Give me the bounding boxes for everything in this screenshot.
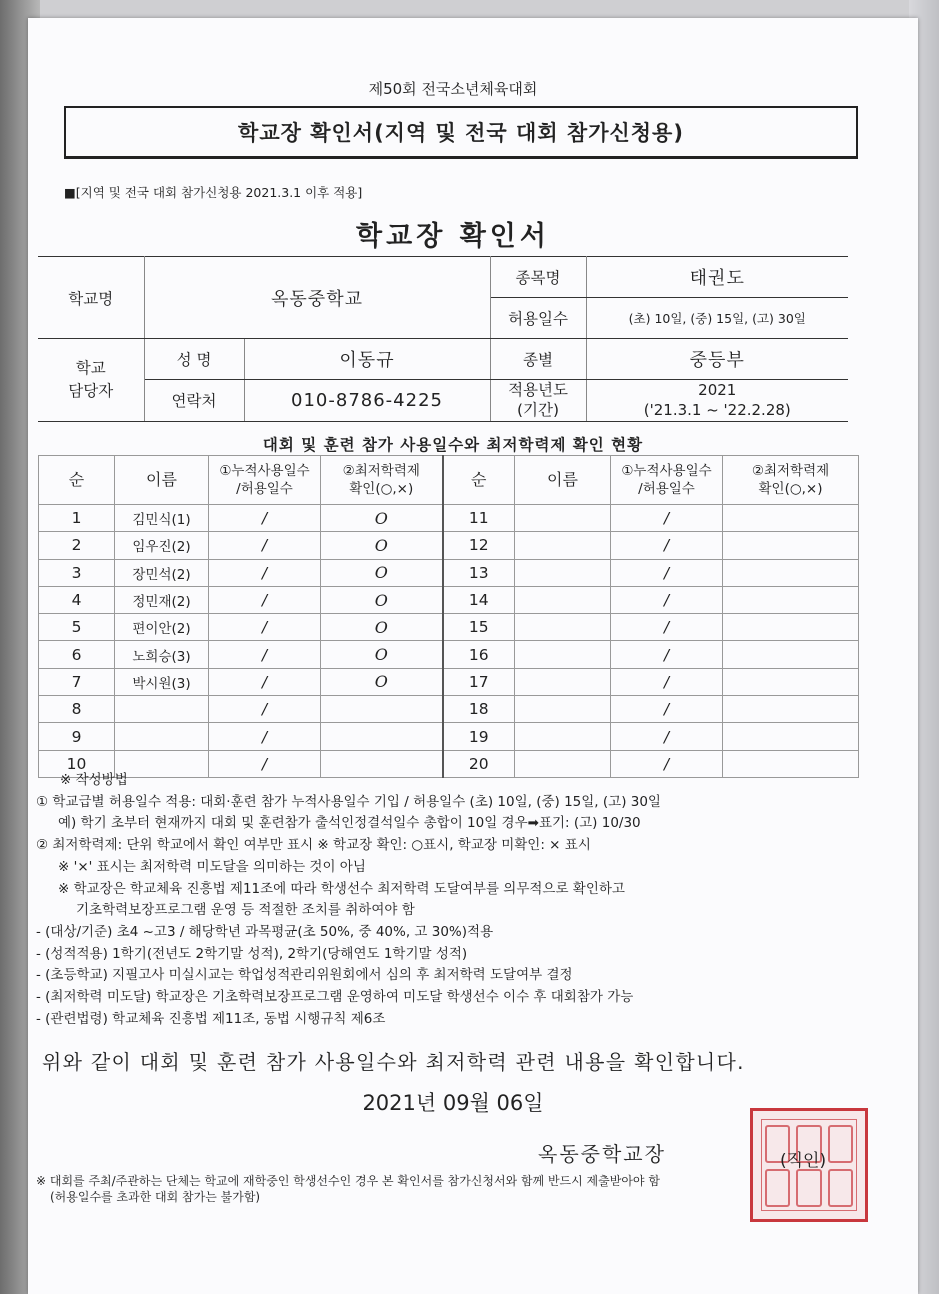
row-academic: O (321, 668, 443, 695)
row-academic: O (321, 559, 443, 586)
row-name-2 (515, 586, 611, 613)
status-table-title: 대회 및 훈련 참가 사용일수와 최저학력제 확인 현황 (262, 436, 644, 454)
school-label: 학교명 (38, 257, 144, 339)
applicability-note: ■[지역 및 전국 대회 참가신청용 2021.3.1 이후 적용] (64, 185, 363, 200)
row-days: / (209, 505, 321, 532)
row-no-2: 12 (443, 532, 515, 559)
row-days-2: / (611, 559, 723, 586)
instruction-line: - (성적적용) 1학기(전년도 2학기말 성적), 2학기(당해연도 1학기말 성적) (36, 945, 468, 962)
row-days-2: / (611, 668, 723, 695)
row-days: / (209, 614, 321, 641)
row-no: 1 (39, 505, 115, 532)
header-academic: ②최저학력제 확인(○,×) (321, 456, 443, 505)
row-name-2 (515, 641, 611, 668)
table-row (39, 723, 859, 750)
row-name-2 (515, 559, 611, 586)
row-days: / (209, 641, 321, 668)
row-no-2: 11 (443, 505, 515, 532)
row-no: 5 (39, 614, 115, 641)
title-box-text: 학교장 확인서(지역 및 전국 대회 참가신청용) (238, 121, 684, 145)
row-no-2: 17 (443, 668, 515, 695)
row-name-2 (515, 668, 611, 695)
row-days: / (209, 750, 321, 777)
row-no: 6 (39, 641, 115, 668)
row-name-2 (515, 696, 611, 723)
type-label: 종별 (490, 339, 586, 380)
row-academic-2 (723, 586, 859, 613)
row-academic (321, 696, 443, 723)
row-days: / (209, 559, 321, 586)
instructions (36, 770, 661, 1030)
contact-value: 010-8786-4225 (244, 380, 490, 422)
row-academic (321, 723, 443, 750)
row-days-2: / (611, 696, 723, 723)
instruction-line: 예) 학기 초부터 현재까지 대회 및 훈련참가 출석인정결석일수 총합이 10일 경우➡표기: (고) 10/30 (58, 815, 641, 832)
seal-label: (직인) (780, 1151, 827, 1171)
row-days: / (209, 586, 321, 613)
row-days-2: / (611, 723, 723, 750)
type-value: 중등부 (586, 339, 848, 380)
header-days: ①누적사용일수 /허용일수 (209, 456, 321, 505)
row-no: 9 (39, 723, 115, 750)
name-value: 이동규 (244, 339, 490, 380)
table-row (39, 696, 859, 723)
year-value: 2021 ('21.3.1 ~ '22.2.28) (586, 380, 848, 422)
row-name-2 (515, 505, 611, 532)
instruction-line: - (최저학력 미도달) 학교장은 기초학력보장프로그램 운영하여 미도달 학생선수 이수 후 대회참가 가능 (36, 989, 634, 1006)
header-no-2: 순 (443, 456, 515, 505)
row-academic-2 (723, 641, 859, 668)
sport-value: 태권도 (586, 257, 848, 298)
contact-label: 연락처 (144, 380, 244, 422)
year-label: 적용년도 (기간) (490, 380, 586, 422)
school-value: 옥동중학교 (144, 257, 490, 339)
row-days-2: / (611, 586, 723, 613)
row-name (115, 696, 209, 723)
instruction-line: ※ 학교장은 학교체육 진흥법 제11조에 따라 학생선수 최저학력 도달여부를 의무적으로 확인하고 (58, 880, 625, 897)
row-no: 3 (39, 559, 115, 586)
row-name: 임우진(2) (115, 532, 209, 559)
header-days-2: ①누적사용일수 /허용일수 (611, 456, 723, 505)
row-name-2 (515, 532, 611, 559)
instruction-line: - (대상/기준) 초4 ~고3 / 해당학년 과목평균(초 50%, 중 40%, 고 30%)적용 (36, 923, 494, 940)
name-label: 성 명 (144, 339, 244, 380)
row-academic: O (321, 505, 443, 532)
row-no: 7 (39, 668, 115, 695)
staff-label: 학교 담당자 (38, 339, 144, 422)
row-academic-2 (723, 723, 859, 750)
row-name (115, 723, 209, 750)
instruction-line: 기초학력보장프로그램 운영 등 적절한 조치를 취하여야 함 (76, 902, 415, 919)
header-academic-2: ②최저학력제 확인(○,×) (723, 456, 859, 505)
row-academic-2 (723, 505, 859, 532)
row-academic: O (321, 586, 443, 613)
row-no-2: 20 (443, 750, 515, 777)
row-no-2: 19 (443, 723, 515, 750)
row-name: 박시원(3) (115, 668, 209, 695)
row-no-2: 18 (443, 696, 515, 723)
row-days-2: / (611, 532, 723, 559)
row-name: 노희승(3) (115, 641, 209, 668)
footer-line: ※ 대회를 주최/주관하는 단체는 학교에 재학중인 학생선수인 경우 본 확인서를 참가신청서와 함께 반드시 제출받아야 함 (36, 1174, 660, 1188)
row-days-2: / (611, 505, 723, 532)
days-label: 허용일수 (490, 298, 586, 339)
table-row (39, 668, 859, 695)
row-academic-2 (723, 532, 859, 559)
row-name: 장민석(2) (115, 559, 209, 586)
instruction-line: ※ '×' 표시는 최저학력 미도달을 의미하는 것이 아님 (58, 858, 366, 875)
row-no-2: 16 (443, 641, 515, 668)
row-days-2: / (611, 614, 723, 641)
row-name-2 (515, 723, 611, 750)
row-name: 김민식(1) (115, 505, 209, 532)
row-academic-2 (723, 559, 859, 586)
row-no: 4 (39, 586, 115, 613)
instruction-line: ② 최저학력제: 단위 학교에서 확인 여부만 표시 ※ 학교장 확인: ○표시, 학교장 미확인: × 표시 (36, 837, 591, 854)
row-days-2: / (611, 750, 723, 777)
row-no-2: 14 (443, 586, 515, 613)
row-academic-2 (723, 668, 859, 695)
row-no-2: 15 (443, 614, 515, 641)
title-box (64, 106, 858, 159)
table-row (39, 614, 859, 641)
row-days: / (209, 668, 321, 695)
row-no: 10 (39, 750, 115, 777)
footer-note (36, 1173, 660, 1205)
row-academic-2 (723, 696, 859, 723)
confirmation-statement: 위와 같이 대회 및 훈련 참가 사용일수와 최저학력 관련 내용을 확인합니다. (42, 1050, 745, 1074)
row-days: / (209, 723, 321, 750)
row-name: 정민재(2) (115, 586, 209, 613)
table-row (39, 532, 859, 559)
event-name: 제50회 전국소년체육대회 (368, 80, 538, 98)
table-row (39, 641, 859, 668)
row-academic: O (321, 532, 443, 559)
form-title: 학교장 확인서 (356, 221, 550, 252)
document-page (28, 18, 918, 1294)
sport-label: 종목명 (490, 257, 586, 298)
row-academic: O (321, 641, 443, 668)
row-no-2: 13 (443, 559, 515, 586)
row-no: 8 (39, 696, 115, 723)
principal-name: 옥동중학교장 (538, 1142, 666, 1166)
table-row (39, 559, 859, 586)
table-row (39, 505, 859, 532)
row-no: 2 (39, 532, 115, 559)
footer-line: (허용일수를 초과한 대회 참가는 불가함) (50, 1190, 261, 1204)
table-row (39, 586, 859, 613)
row-days: / (209, 696, 321, 723)
row-academic: O (321, 614, 443, 641)
days-value: (초) 10일, (중) 15일, (고) 30일 (586, 298, 848, 339)
row-academic-2 (723, 614, 859, 641)
row-name-2 (515, 614, 611, 641)
status-table (38, 455, 859, 778)
issue-date: 2021년 09월 06일 (362, 1091, 544, 1115)
instruction-line: ① 학교급별 허용일수 적용: 대회·훈련 참가 누적사용일수 기입 / 허용일수 (초) 10일, (중) 15일, (고) 30일 (36, 793, 661, 810)
header-no: 순 (39, 456, 115, 505)
info-table (38, 256, 848, 422)
instruction-line: - (초등학교) 지필고사 미실시교는 학업성적관리위원회에서 심의 후 최저학력 도달여부 결정 (36, 967, 573, 984)
row-academic-2 (723, 750, 859, 777)
row-name: 편이안(2) (115, 614, 209, 641)
row-days: / (209, 532, 321, 559)
row-days-2: / (611, 641, 723, 668)
instruction-heading: ※ 작성방법 (60, 772, 128, 788)
header-name-2: 이름 (515, 456, 611, 505)
header-name: 이름 (115, 456, 209, 505)
instruction-line: - (관련법령) 학교체육 진흥법 제11조, 동법 시행규칙 제6조 (36, 1010, 386, 1027)
